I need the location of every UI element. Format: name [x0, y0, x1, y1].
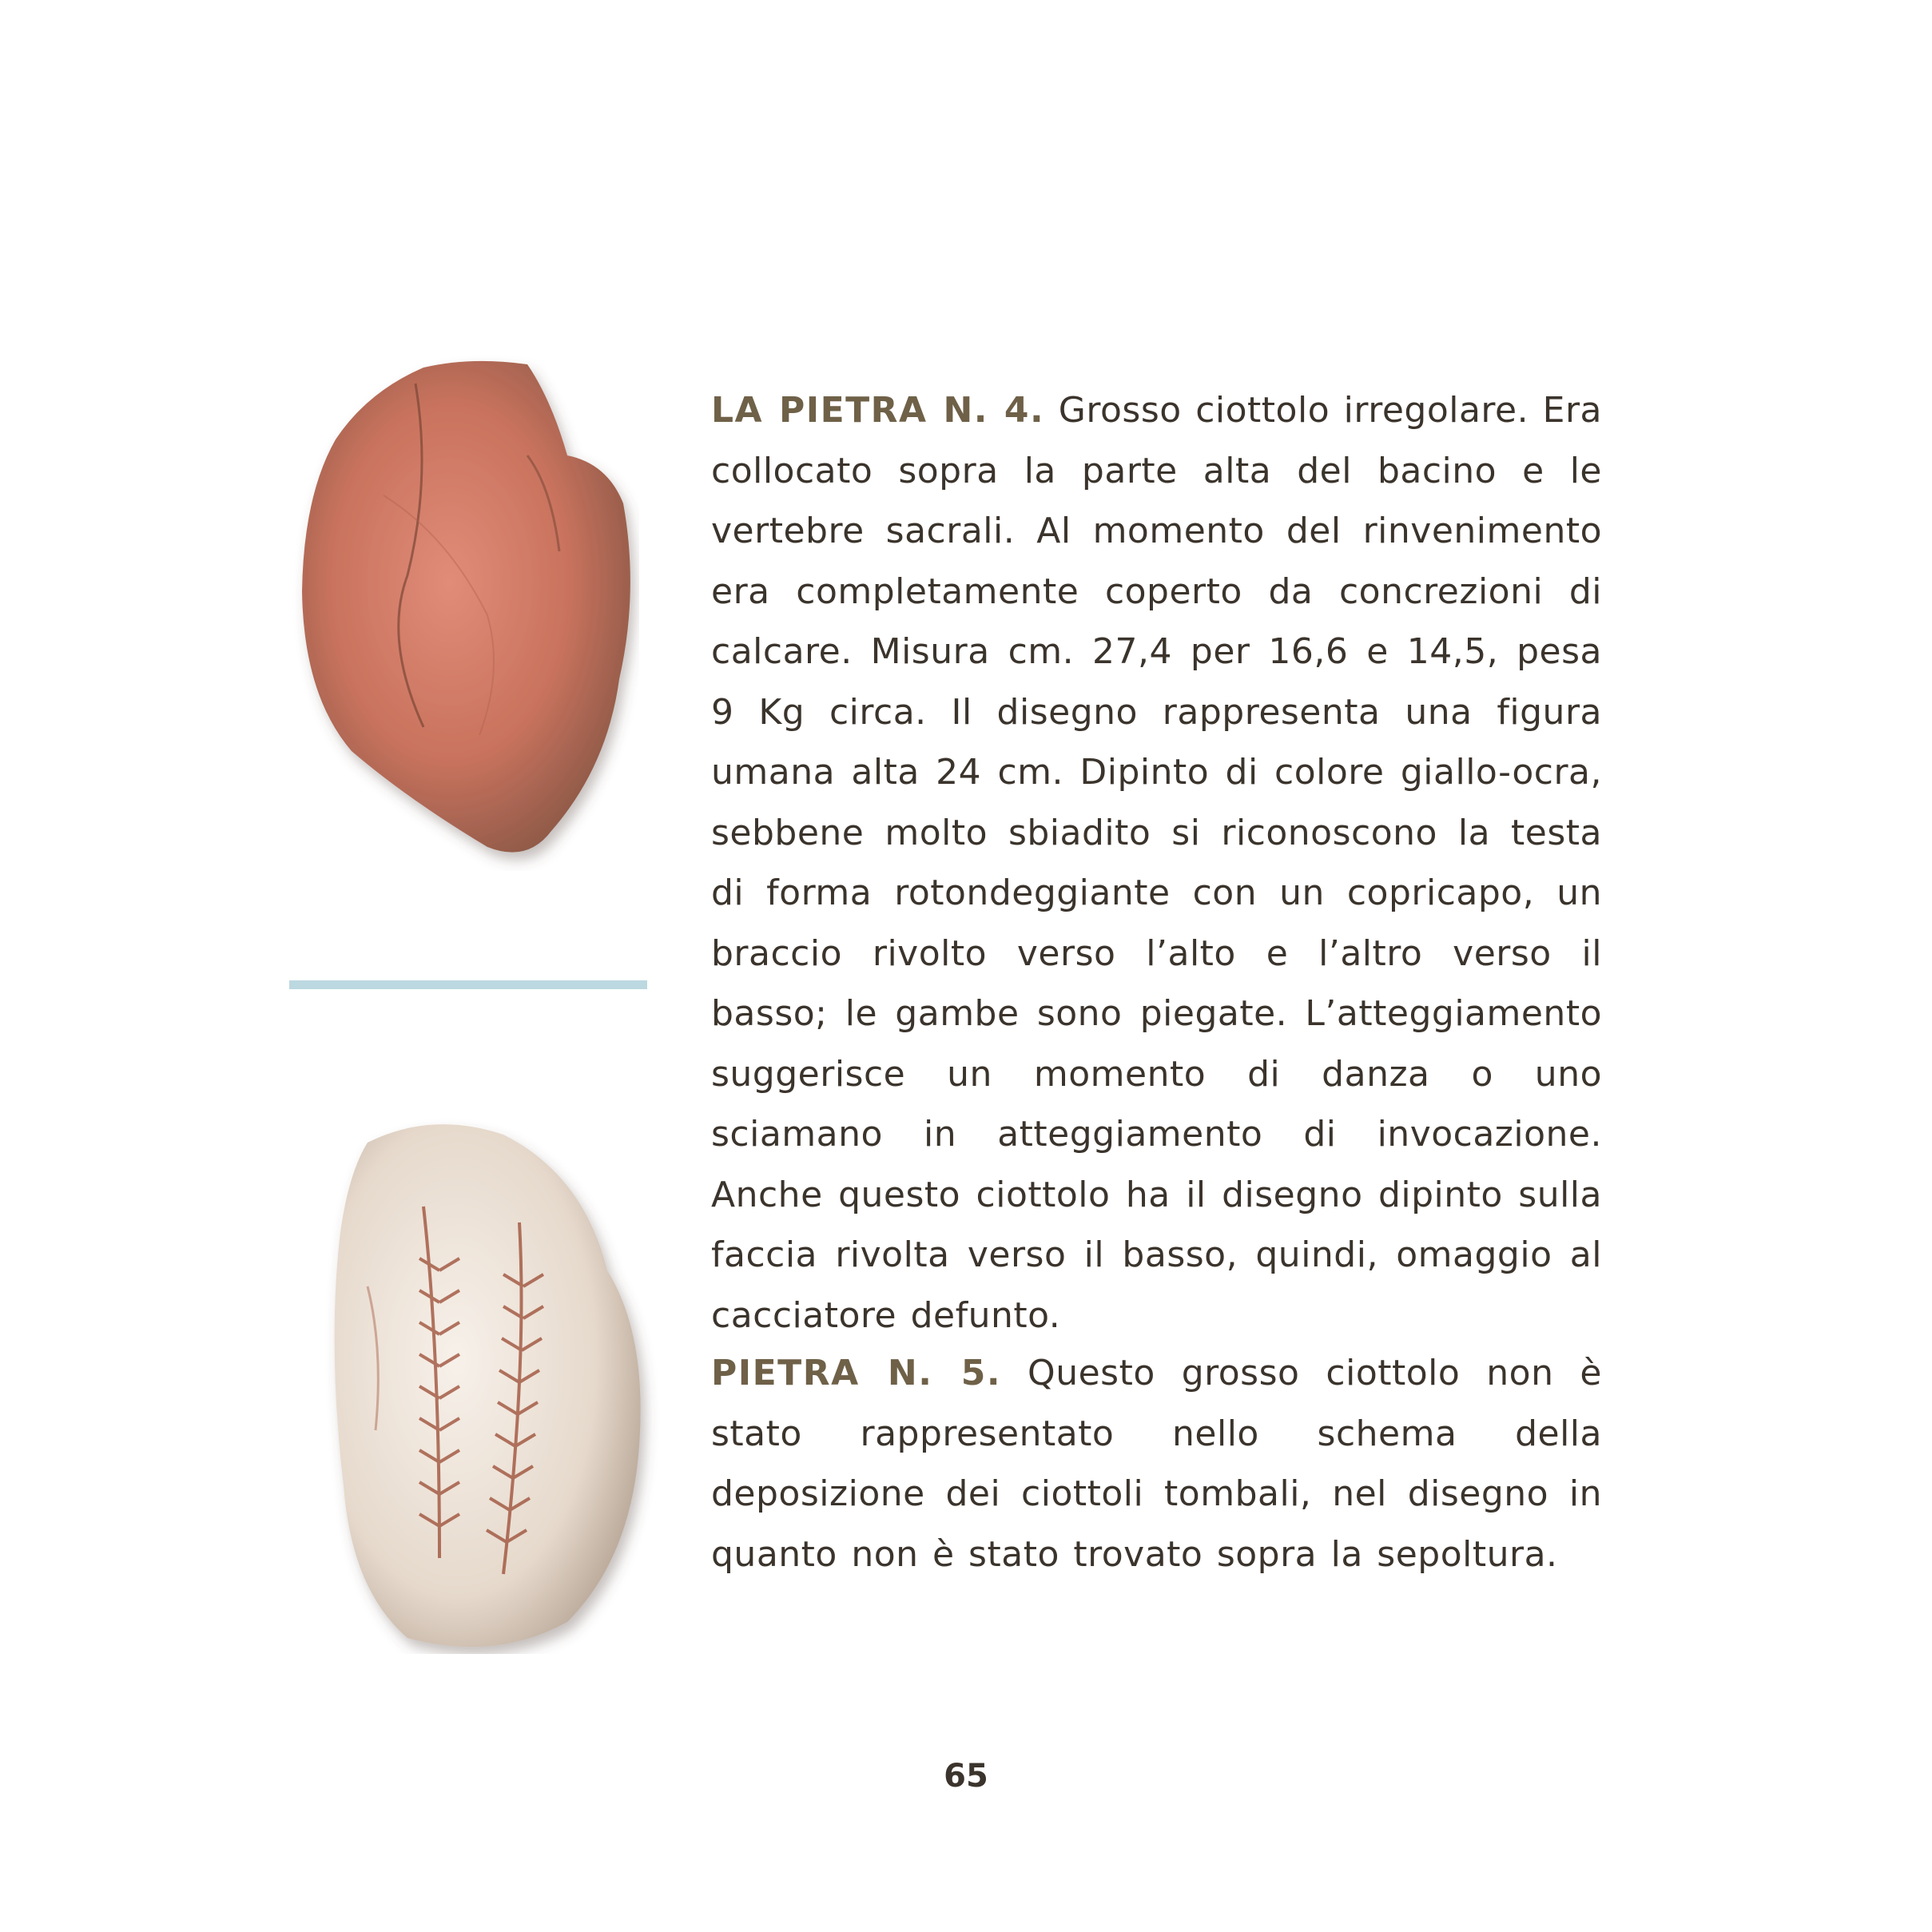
stone-5-photo	[320, 1111, 663, 1654]
stone-4-description	[711, 380, 1602, 1346]
stone-5-text: Questo grosso ciottolo non è stato rappresentato nello schema della deposizione dei ciottoli tombali, nel disegno in quanto non è stato trovato sopra la sepoltura.	[711, 1353, 1602, 1575]
stone-4-heading: LA PIETRA N. 4.	[711, 390, 1045, 431]
stone-5-heading: PIETRA N. 5.	[711, 1353, 1002, 1393]
stone-4-photo	[288, 352, 639, 871]
page-number: 65	[944, 1758, 988, 1795]
stone-5-paragraph	[711, 1343, 1602, 1584]
stone-4-paragraph	[711, 380, 1602, 1346]
stone-4-text: Grosso ciottolo irregolare. Era collocato sopra la parte alta del bacino e le vertebre sacrali. Al momento del rinvenimento era completamente coperto da concrezioni di calcare. Misura cm. 27,4 per 16,6 e 14,5, pesa 9 Kg circa. Il disegno rappresenta una figura umana alta 24 cm. Dipinto di colore giallo-ocra, sebbene molto sbiadito si riconoscono la testa di forma rotondeggiante con un copricapo, un braccio rivolto verso l’alto e l’altro verso il basso; le gambe sono piegate. L’atteggiamento suggerisce un momento di danza o uno sciamano in atteggiamento di invocazione. Anche questo ciottolo ha il disegno dipinto sulla faccia rivolta verso il basso, quindi, omaggio al cacciatore defunto.	[711, 390, 1603, 1336]
stone-5-description	[711, 1343, 1602, 1584]
divider	[289, 980, 647, 989]
